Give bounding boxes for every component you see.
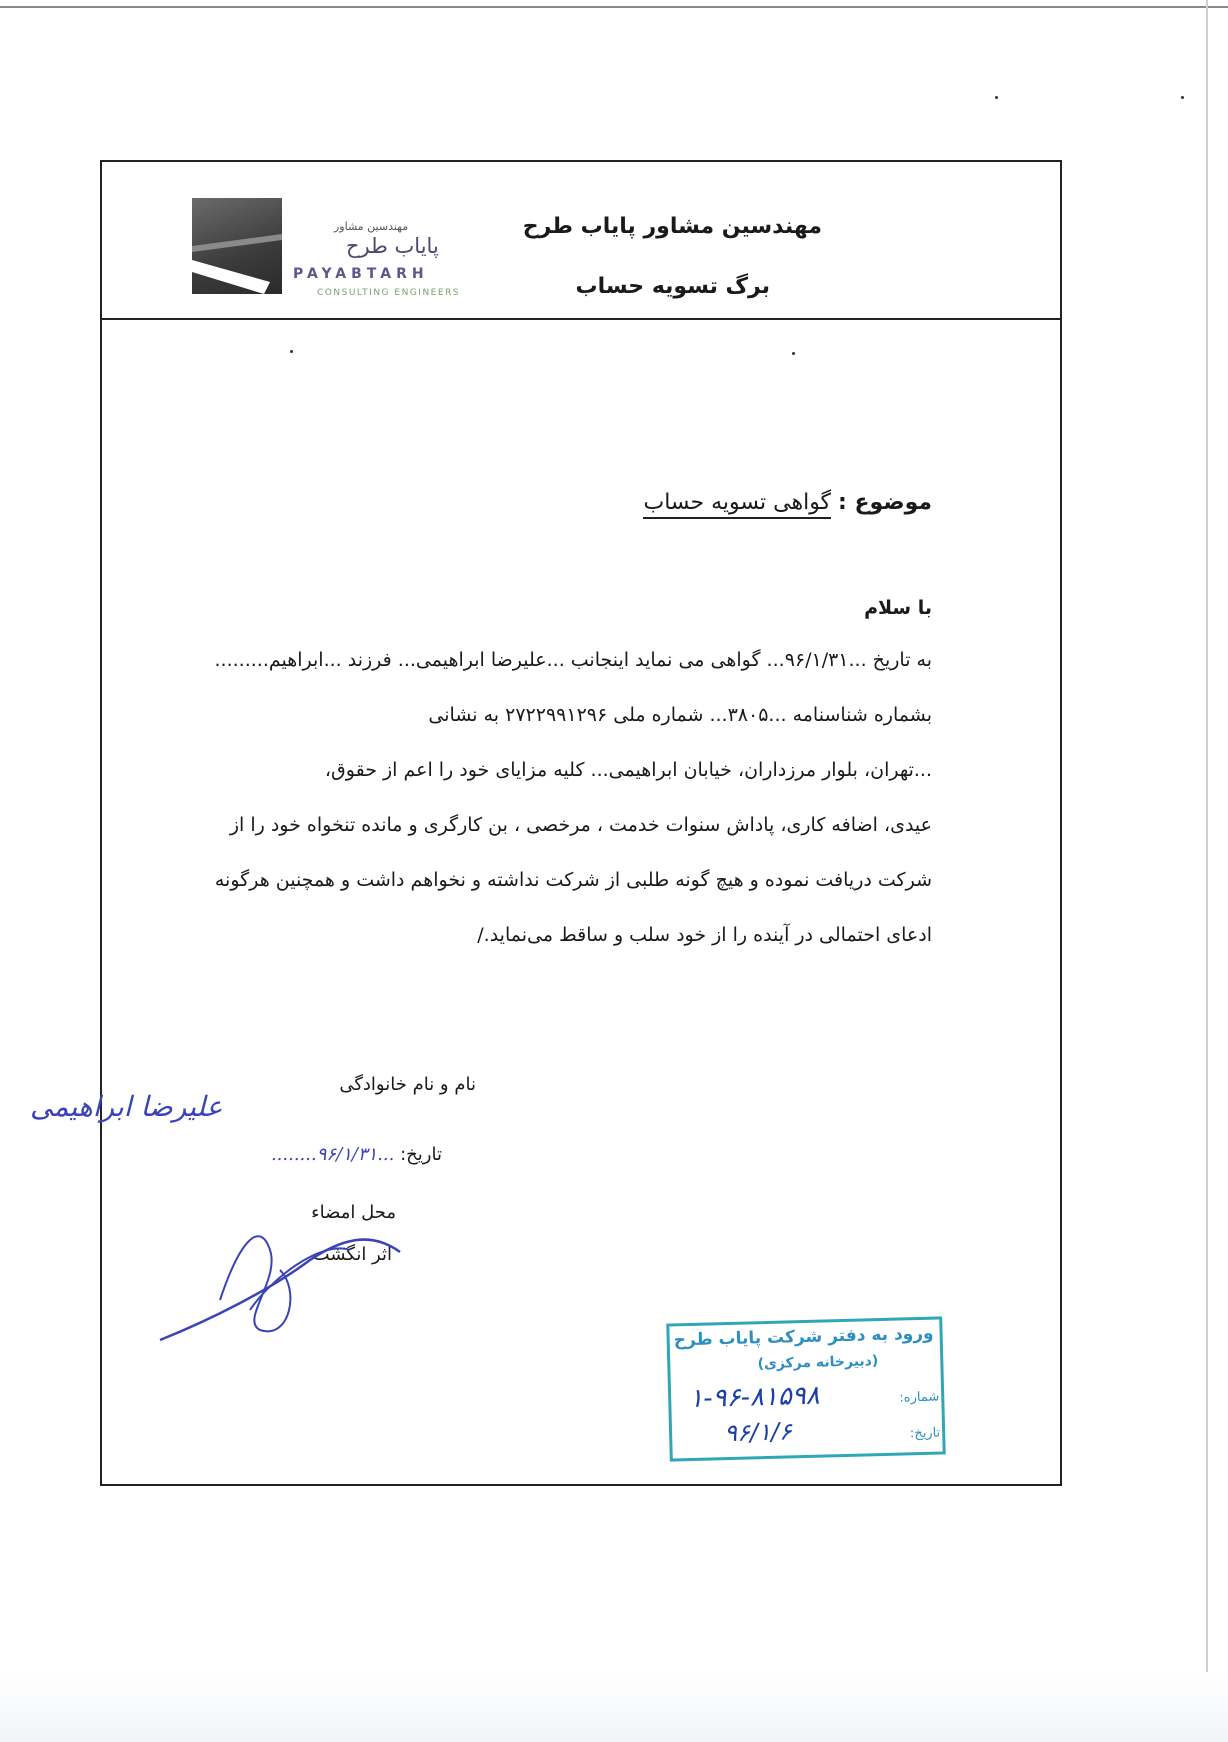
stamp-number-value: ۱-۹۶-۸۱۵۹۸ — [688, 1380, 821, 1415]
letter-line-2: بشماره شناسنامه ...۳۸۰۵... شماره ملی ۲۷۲۲۹۹۱۲۹۶ به نشانی — [428, 704, 932, 726]
registration-stamp — [666, 1316, 946, 1461]
letter-line-6: ادعای احتمالی در آینده را از خود سلب و ساقط می‌نماید./ — [477, 924, 932, 946]
greeting: با سلام — [864, 597, 932, 619]
sign-label: محل امضاء — [311, 1202, 396, 1223]
subject-line — [643, 490, 932, 515]
form-title: برگ تسویه حساب — [575, 274, 770, 299]
logo-persian-name: پایاب طرح — [346, 234, 439, 258]
logo-persian-subtitle: مهندسین مشاور — [334, 220, 409, 233]
speck — [995, 96, 998, 99]
company-name: مهندسین مشاور پایاب طرح — [522, 214, 822, 239]
signature-scribble — [150, 1180, 410, 1350]
subject-label: موضوع : — [838, 490, 932, 515]
stamp-title: ورود به دفتر شرکت پایاب طرح — [673, 1323, 934, 1351]
signature-date-line — [271, 1144, 442, 1165]
speck — [1181, 96, 1184, 99]
scan-edge-right — [1206, 0, 1208, 1742]
letter-line-3: ...تهران، بلوار مرزداران، خیابان ابراهیمی... کلیه مزایای خود را اعم از حقوق، — [324, 759, 932, 781]
handwritten-name: علیرضا ابراهیمی — [30, 1090, 223, 1123]
signature-name-line — [339, 1074, 476, 1095]
letter-line-5: شرکت دریافت نموده و هیچ گونه طلبی از شرکت نداشته و نخواهم داشت و همچنین هرگونه — [214, 869, 932, 891]
letter-header — [102, 162, 1060, 320]
stamp-number-label: شماره: — [899, 1389, 940, 1406]
company-logo-mark — [192, 198, 282, 294]
date-value: ...۹۶/۱/۳۱........ — [270, 1144, 395, 1165]
stamp-date-label: تاریخ: — [909, 1425, 941, 1442]
fingerprint-label: اثر انگشت — [312, 1244, 392, 1265]
stamp-date-value: ۹۶/۱/۶ — [723, 1417, 793, 1448]
stamp-subtitle: (دبیرخانه مرکزی) — [757, 1353, 879, 1373]
date-label: تاریخ: — [400, 1144, 442, 1165]
letter-line-1: به تاریخ ...۹۶/۱/۳۱... گواهی می نماید اینجانب ...علیرضا ابراهیمی... فرزند ...ابراهیم......... — [214, 649, 932, 671]
subject-value: گواهی تسویه حساب — [643, 490, 831, 519]
logo-english-name: PAYABTARH — [293, 266, 429, 282]
name-label: نام و نام خانوادگی — [339, 1074, 476, 1095]
scan-shadow — [0, 1672, 1228, 1742]
letter-line-4: عیدی، اضافه کاری، پاداش سنوات خدمت ، مرخصی ، بن کارگری و مانده تنخواه خود را از — [229, 814, 932, 836]
scan-edge-top — [0, 6, 1228, 8]
logo-english-subtitle: CONSULTING ENGINEERS — [317, 288, 461, 298]
